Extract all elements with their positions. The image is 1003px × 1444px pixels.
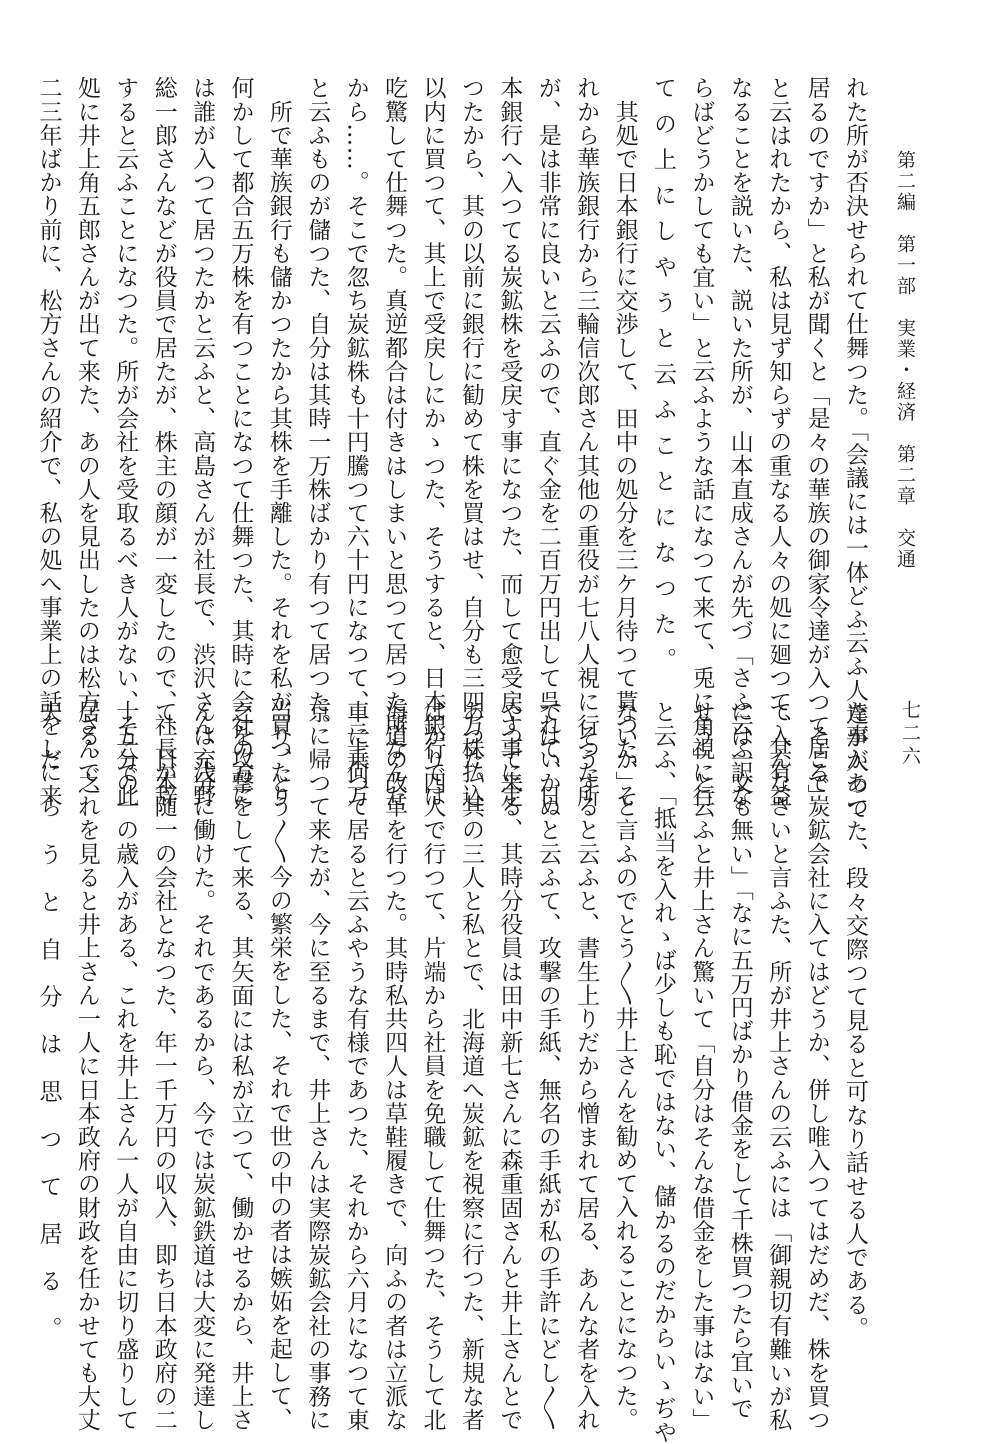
text-column: 当り、とう〳〵今の繁栄をした、それで世の中の者は嫉妬を起して、: [265, 700, 292, 1431]
text-column: つたから、其の以前に銀行に勧めて株を買はせ、自分も三四万株払込: [457, 76, 484, 808]
text-column: 夫だらうと自分は思つて居る。: [35, 700, 62, 1340]
text-column: 二三年ばかり前に、松方さんの紹介で、私の処へ事業上の話をしに来: [35, 76, 62, 808]
text-column: すると云ふことになつた。所が会社を受取るべき人がない、そこで此: [112, 76, 139, 808]
text-column: 其処で日本銀行に交渉して、田中の処分を三ケ月待つて貰つた、そ: [611, 76, 638, 808]
text-column: やつて来る、其時分役員は田中新七さんに森重固さんと井上さんとで: [496, 700, 523, 1432]
text-column: そこで炭鉱会社に入てはどうか、併し唯入つてはだめだ、株を買つ: [803, 700, 830, 1432]
text-column: せう」と云ふと井上さん驚いて「自分はそんな借金をした事はない」: [688, 700, 715, 1432]
text-column: なることを説いた、説いた所が、山本直成さんが先づ「さふ云ふ訳な: [726, 76, 753, 808]
text-column: 総一郎さんなどが役員で居たが、株主の顔が一変したので、社長が辞: [150, 76, 177, 808]
text-column: れた所が否決せられて仕舞つた。「会議には一体どふ云ふ人達が入つて: [842, 76, 868, 820]
text-column: ばかり四人で行つて、片端から社員を免職して仕舞つた、そうして北: [419, 700, 446, 1432]
text-column: 所で華族銀行も儲かつたから其株を手離した。それを私が買つたり: [265, 76, 292, 808]
text-column: らばどうかしても宜い」と云ふような話になつて来て、兎に角視に行: [688, 76, 715, 808]
text-column: ての上にしやうと云ふことになつた。: [649, 76, 676, 671]
text-column: 居るのですか」と私が聞くと「是々の華族の御家令達が入つて居る」: [803, 76, 830, 808]
text-block-top: [35, 76, 874, 820]
text-column: 居る、之れを見ると井上さん一人に日本政府の財政を任かせても大丈: [73, 700, 100, 1432]
text-column: 何かして都合五万株を有つことになつて仕舞つた、其時に会社の方に: [227, 76, 254, 808]
text-column: 車に乗つて居ると云ふやうな有様であつた、それから六月になつて東: [342, 700, 369, 1432]
text-column: て入んなさいと言ふた、所が井上さんの云ふには「御親切有難いが私: [765, 700, 792, 1432]
running-head: 第二編 第一部 実業・経済 第二章 交通: [894, 150, 916, 570]
text-column: た事があつた、段々交際つて見ると可なり話せる人である。: [842, 700, 868, 1340]
text-column: には一文も無い」「なに五万円ばかり借金をして千株買つたら宜いで: [726, 700, 753, 1421]
text-column: んは充分に働けた。それであるから、今では炭鉱鉄道は大変に発達し: [189, 700, 216, 1432]
text-column: から……。そこで忽ち炭鉱株も十円騰つて六十円になつて、三十何万: [342, 76, 369, 808]
text-column: 之を攻撃をして来る、其矢面には私が立つて、働かせるから、井上さ: [227, 700, 254, 1432]
text-column: て、日本随一の会社となつた、年一千万円の収入、即ち日本政府の二: [150, 700, 177, 1432]
text-column: 十五分の一の歳入がある、これを井上さん一人が自由に切り盛りして: [112, 700, 139, 1432]
text-block-bottom: [35, 700, 874, 1444]
text-column: 京に帰つて来たが、今に至るまで、井上さんは実際炭鉱会社の事務に: [304, 700, 331, 1432]
text-column: れから華族銀行から三輪信次郎さん其他の重役が七八人視に行つた所: [573, 76, 600, 808]
page-number: 七二六: [899, 700, 921, 769]
text-column: てはいかぬと云ふて、攻撃の手紙、無名の手紙が私の手許にどし〳〵: [534, 700, 561, 1431]
text-column: ないか」と言ふのでとう〳〵井上さんを勧めて入れることになつた。: [611, 700, 638, 1431]
text-column: 本銀行へ入つてる炭鉱株を受戻す事になつた、而して愈受戻す事に定: [496, 76, 523, 808]
text-column: 海道の改革を行つた。其時私共四人は草鞋履きで、向ふの者は立派な: [381, 700, 408, 1432]
text-column: が、是は非常に良いと云ふので、直ぐ金を二百万円出して呉れて、日: [534, 76, 561, 808]
text-column: と云ふものが儲つた、自分は其時一万株ばかり有つて居つた。: [304, 76, 331, 737]
text-column: は誰が入つて居つたかと云ふと、高島さんが社長で、渋沢さん、浅野: [189, 76, 216, 808]
text-column: あつた。其の三人と私とで、北海道へ炭鉱を視察に行つた、新規な者: [457, 700, 484, 1432]
text-column: と云ふ、「抵当を入れゝば少しも恥ではない、儲かるのだからいゝぢや: [649, 700, 676, 1444]
text-column: そうすると云ふと、書生上りだから憎まれて居る、あんな者を入れ: [573, 700, 600, 1432]
text-column: 以内に買つて、其上で受戻しにかゝつた、そうすると、日本銀行では: [419, 76, 446, 808]
text-column: と云はれたから、私は見ず知らずの重なる人々の処に廻つて、其有益: [765, 76, 792, 808]
text-column: 処に井上角五郎さんが出て来た、あの人を見出したのは松方さんで、: [73, 76, 100, 808]
text-column: 吃驚して仕舞つた。真逆都合は付きはしまいと思つて居つた所なんだ: [381, 76, 408, 808]
